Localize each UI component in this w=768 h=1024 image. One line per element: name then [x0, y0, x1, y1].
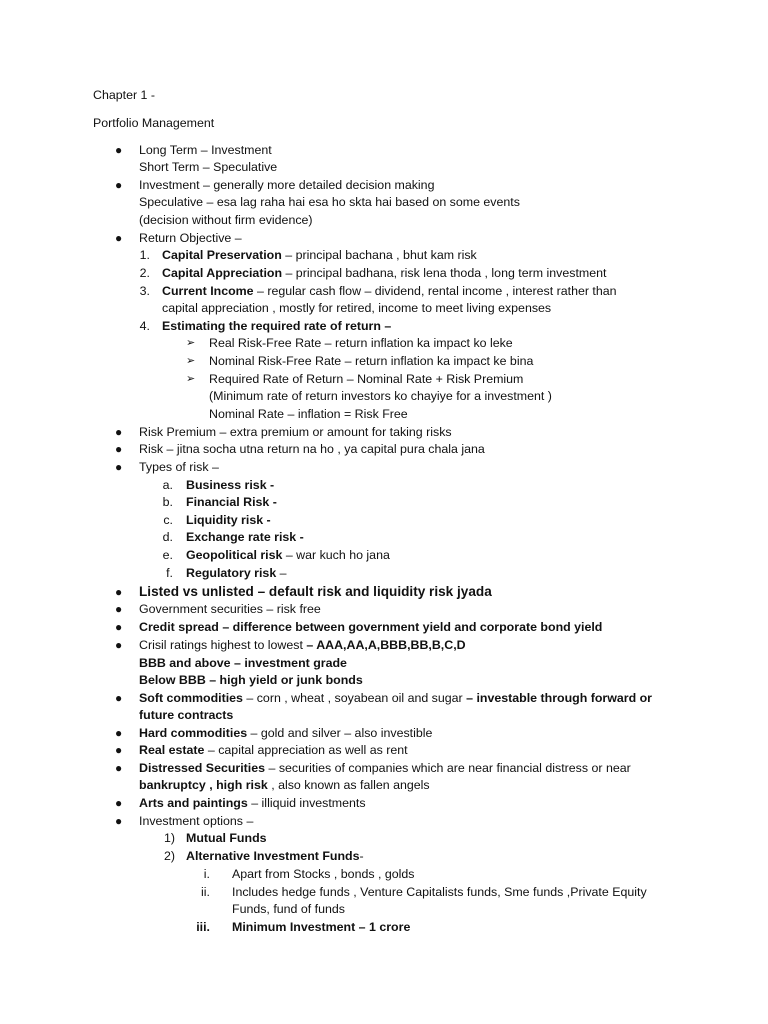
lettered-item: Geopolitical risk – war kuch ho jana [186, 548, 390, 562]
list-item: Investment – generally more detailed decision making [139, 178, 435, 192]
list-marker: 1) [163, 831, 175, 845]
page-title: Portfolio Management [93, 116, 215, 130]
lettered-item: Liquidity risk - [186, 513, 271, 527]
list-item: Distressed Securities – securities of companies which are near financial distress or near [139, 761, 631, 775]
bullet-icon: ● [115, 743, 123, 757]
list-item-continuation: BBB and above – investment grade [139, 656, 347, 670]
list-marker: f. [166, 566, 173, 580]
bullet-icon: ● [115, 425, 123, 439]
sub-item: Required Rate of Return – Nominal Rate + Risk Premium [209, 372, 524, 386]
sub-item: Nominal Risk-Free Rate – return inflation ka impact ke bina [209, 354, 534, 368]
list-item: Arts and paintings – illiquid investments [139, 796, 366, 810]
list-marker: iii. [196, 920, 210, 934]
bullet-icon: ● [115, 231, 123, 245]
bullet-icon: ● [115, 691, 123, 705]
bullet-icon: ● [115, 796, 123, 810]
list-item: Listed vs unlisted – default risk and liquidity risk jyada [139, 584, 492, 599]
arrow-bullet-icon: ➢ [186, 337, 196, 349]
list-item: Risk – jitna socha utna return na ho , ya capital pura chala jana [139, 442, 485, 456]
arrow-bullet-icon: ➢ [186, 355, 196, 367]
option-item: Mutual Funds [186, 831, 267, 845]
list-item-continuation: Below BBB – high yield or junk bonds [139, 673, 363, 687]
list-item: Risk Premium – extra premium or amount for taking risks [139, 425, 452, 439]
roman-item: Minimum Investment – 1 crore [232, 920, 411, 934]
list-marker: a. [162, 478, 173, 492]
list-item: Long Term – Investment [139, 143, 272, 157]
list-item-continuation: Speculative – esa lag raha hai esa ho skta hai based on some events [139, 195, 520, 209]
option-item: Alternative Investment Funds- [186, 849, 364, 863]
roman-item: Includes hedge funds , Venture Capitalists funds, Sme funds ,Private Equity [232, 885, 647, 899]
roman-item-continuation: Funds, fund of funds [232, 902, 345, 916]
list-marker: d. [162, 530, 173, 544]
list-item: Crisil ratings highest to lowest – AAA,AA,A,BBB,BB,B,C,D [139, 638, 466, 652]
numbered-item: Current Income – regular cash flow – dividend, rental income , interest rather than [162, 284, 617, 298]
lettered-item: Regulatory risk – [186, 566, 287, 580]
numbered-item: Estimating the required rate of return – [162, 319, 392, 333]
list-item-continuation: bankruptcy , high risk , also known as fallen angels [139, 778, 430, 792]
bullet-icon: ● [115, 178, 123, 192]
bullet-icon: ● [115, 585, 123, 599]
bullet-icon: ● [115, 620, 123, 634]
list-marker: ii. [201, 885, 210, 899]
bullet-icon: ● [115, 638, 123, 652]
lettered-item: Financial Risk - [186, 495, 277, 509]
bullet-icon: ● [115, 814, 123, 828]
list-marker: b. [162, 495, 173, 509]
list-item: Types of risk – [139, 460, 219, 474]
lettered-item: Business risk - [186, 478, 275, 492]
list-marker: 1. [139, 248, 150, 262]
bullet-icon: ● [115, 143, 123, 157]
list-marker: c. [163, 513, 173, 527]
chapter-heading: Chapter 1 - [93, 88, 155, 102]
bullet-icon: ● [115, 602, 123, 616]
lettered-item: Exchange rate risk - [186, 530, 304, 544]
roman-item: Apart from Stocks , bonds , golds [232, 867, 415, 881]
list-marker: 2. [139, 266, 150, 280]
list-marker: 4. [139, 319, 150, 333]
arrow-bullet-icon: ➢ [186, 373, 196, 385]
list-item: Soft commodities – corn , wheat , soyabean oil and sugar – investable through forward or [139, 691, 653, 705]
list-item: Return Objective – [139, 231, 242, 245]
list-item-continuation: future contracts [139, 708, 234, 722]
list-item: Real estate – capital appreciation as well as rent [139, 743, 408, 757]
sub-item: Real Risk-Free Rate – return inflation ka impact ko leke [209, 336, 513, 350]
list-item: Hard commodities – gold and silver – also investible [139, 726, 433, 740]
numbered-item: Capital Appreciation – principal badhana, risk lena thoda , long term investment [162, 266, 607, 280]
list-item: Investment options – [139, 814, 254, 828]
numbered-item: Capital Preservation – principal bachana , bhut kam risk [162, 248, 477, 262]
list-marker: 3. [139, 284, 150, 298]
list-item-continuation: Short Term – Speculative [139, 160, 278, 174]
bullet-icon: ● [115, 460, 123, 474]
bullet-icon: ● [115, 726, 123, 740]
bullet-icon: ● [115, 761, 123, 775]
bullet-icon: ● [115, 442, 123, 456]
sub-item-continuation: (Minimum rate of return investors ko chayiye for a investment ) [209, 389, 552, 403]
list-marker: i. [203, 867, 210, 881]
list-item: Government securities – risk free [139, 602, 321, 616]
list-item-continuation: (decision without firm evidence) [139, 213, 313, 227]
numbered-item-continuation: capital appreciation , mostly for retired, income to meet living expenses [162, 301, 552, 315]
list-marker: 2) [163, 849, 175, 863]
list-marker: e. [162, 548, 173, 562]
sub-item-continuation: Nominal Rate – inflation = Risk Free [209, 407, 408, 421]
list-item: Credit spread – difference between government yield and corporate bond yield [139, 620, 603, 634]
